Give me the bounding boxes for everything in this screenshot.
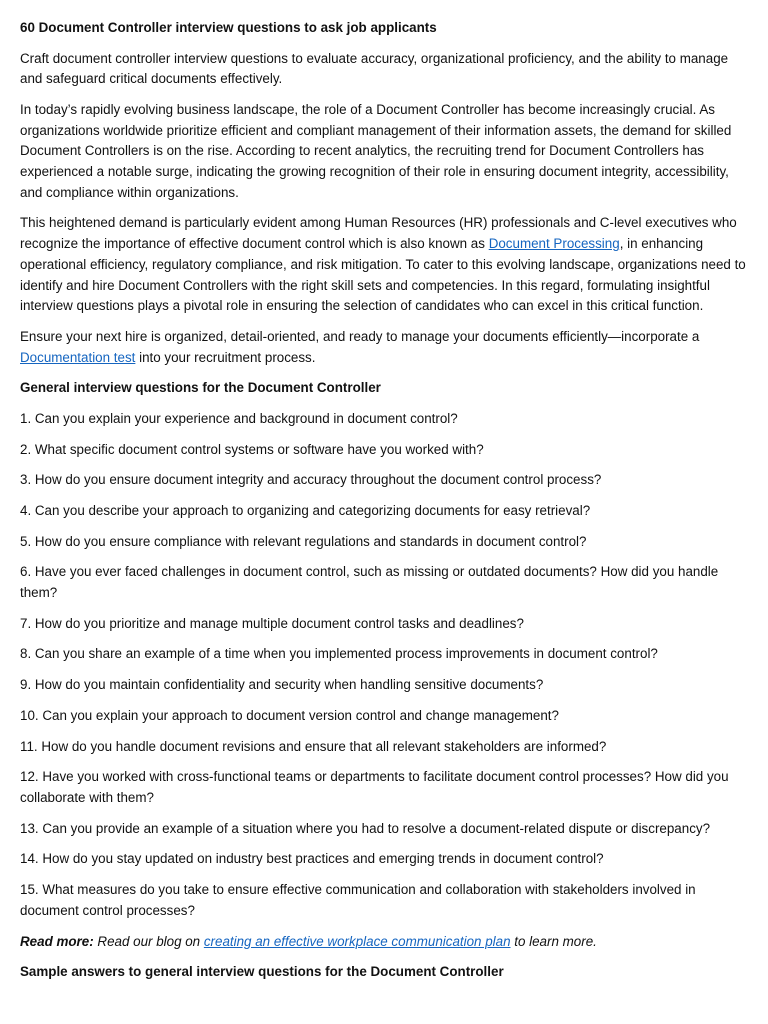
paragraph-text: , in enhancing operational efficiency, regulatory compliance, and risk mitigation. To cater to this evolving landscape, organizations need to identify and hire Document Controllers with the right skill sets and competencies. In this regard, formulating insightful interview questions plays a pivotal role in ensuring the selection of candidates who can excel in this critical function. bbox=[20, 236, 746, 314]
question-item: 3. How do you ensure document integrity and accuracy throughout the document control process? bbox=[20, 472, 602, 488]
read-more-note bbox=[20, 932, 752, 953]
question-item: 2. What specific document control systems or software have you worked with? bbox=[20, 441, 484, 457]
question-item: 12. Have you worked with cross-functional teams or departments to facilitate document control processes? How did you collaborate with them? bbox=[20, 769, 729, 805]
question-item: 15. What measures do you take to ensure effective communication and collaboration with stakeholders involved in document control processes? bbox=[20, 882, 696, 918]
document-processing-link[interactable]: Document Processing bbox=[488, 236, 620, 252]
question-item: 5. How do you ensure compliance with relevant regulations and standards in document control? bbox=[20, 533, 587, 549]
communication-plan-link[interactable]: creating an effective workplace communication plan bbox=[203, 933, 511, 949]
question-item: 7. How do you prioritize and manage multiple document control tasks and deadlines? bbox=[20, 615, 524, 631]
read-more-text: to learn more. bbox=[510, 933, 597, 949]
intro-paragraph: Craft document controller interview questions to evaluate accuracy, organizational proficiency, and the ability to manage and safeguard critical documents effectively. bbox=[20, 50, 729, 87]
section-heading-general-questions: General interview questions for the Document Controller bbox=[20, 380, 381, 396]
section-heading-sample-answers: Sample answers to general interview questions for the Document Controller bbox=[20, 964, 504, 980]
question-item: 13. Can you provide an example of a situation where you had to resolve a document-related dispute or discrepancy? bbox=[20, 820, 711, 836]
question-item: 6. Have you ever faced challenges in document control, such as missing or outdated documents? How did you handle them? bbox=[20, 564, 719, 601]
question-list bbox=[20, 409, 752, 922]
documentation-test-link[interactable]: Documentation test bbox=[20, 349, 136, 365]
question-item: 10. Can you explain your approach to document version control and change management? bbox=[20, 707, 559, 723]
paragraph-hire bbox=[20, 327, 752, 368]
question-item: 8. Can you share an example of a time when you implemented process improvements in document control? bbox=[20, 646, 658, 662]
paragraph-text: into your recruitment process. bbox=[135, 349, 316, 365]
paragraph-text: Ensure your next hire is organized, detail-oriented, and ready to manage your documents efficiently—incorporate a bbox=[20, 328, 700, 344]
question-item: 11. How do you handle document revisions and ensure that all relevant stakeholders are informed? bbox=[20, 738, 607, 754]
paragraph-demand bbox=[20, 213, 752, 317]
question-item: 4. Can you describe your approach to organizing and categorizing documents for easy retrieval? bbox=[20, 502, 591, 518]
paragraph-text: This heightened demand is particularly evident among Human Resources (HR) professionals and C-level executives who recognize the importance of effective document control which is also known as bbox=[20, 215, 737, 252]
read-more-label: Read more: bbox=[20, 933, 94, 949]
paragraph-landscape: In today’s rapidly evolving business landscape, the role of a Document Controller has become increasingly crucial. As organizations worldwide prioritize efficient and compliant management of their information assets, the demand for skilled Document Controllers is on the rise. According to recent analytics, the recruiting trend for Document Controllers has experienced a notable surge, indicating the growing recognition of their role in ensuring document integrity, accessibility, and compliance within organizations. bbox=[20, 101, 732, 200]
question-item: 1. Can you explain your experience and background in document control? bbox=[20, 410, 458, 426]
page-title: 60 Document Controller interview questions to ask job applicants bbox=[20, 20, 437, 35]
read-more-text: Read our blog on bbox=[93, 933, 204, 949]
question-item: 9. How do you maintain confidentiality and security when handling sensitive documents? bbox=[20, 677, 544, 693]
question-item: 14. How do you stay updated on industry best practices and emerging trends in document control? bbox=[20, 851, 604, 867]
